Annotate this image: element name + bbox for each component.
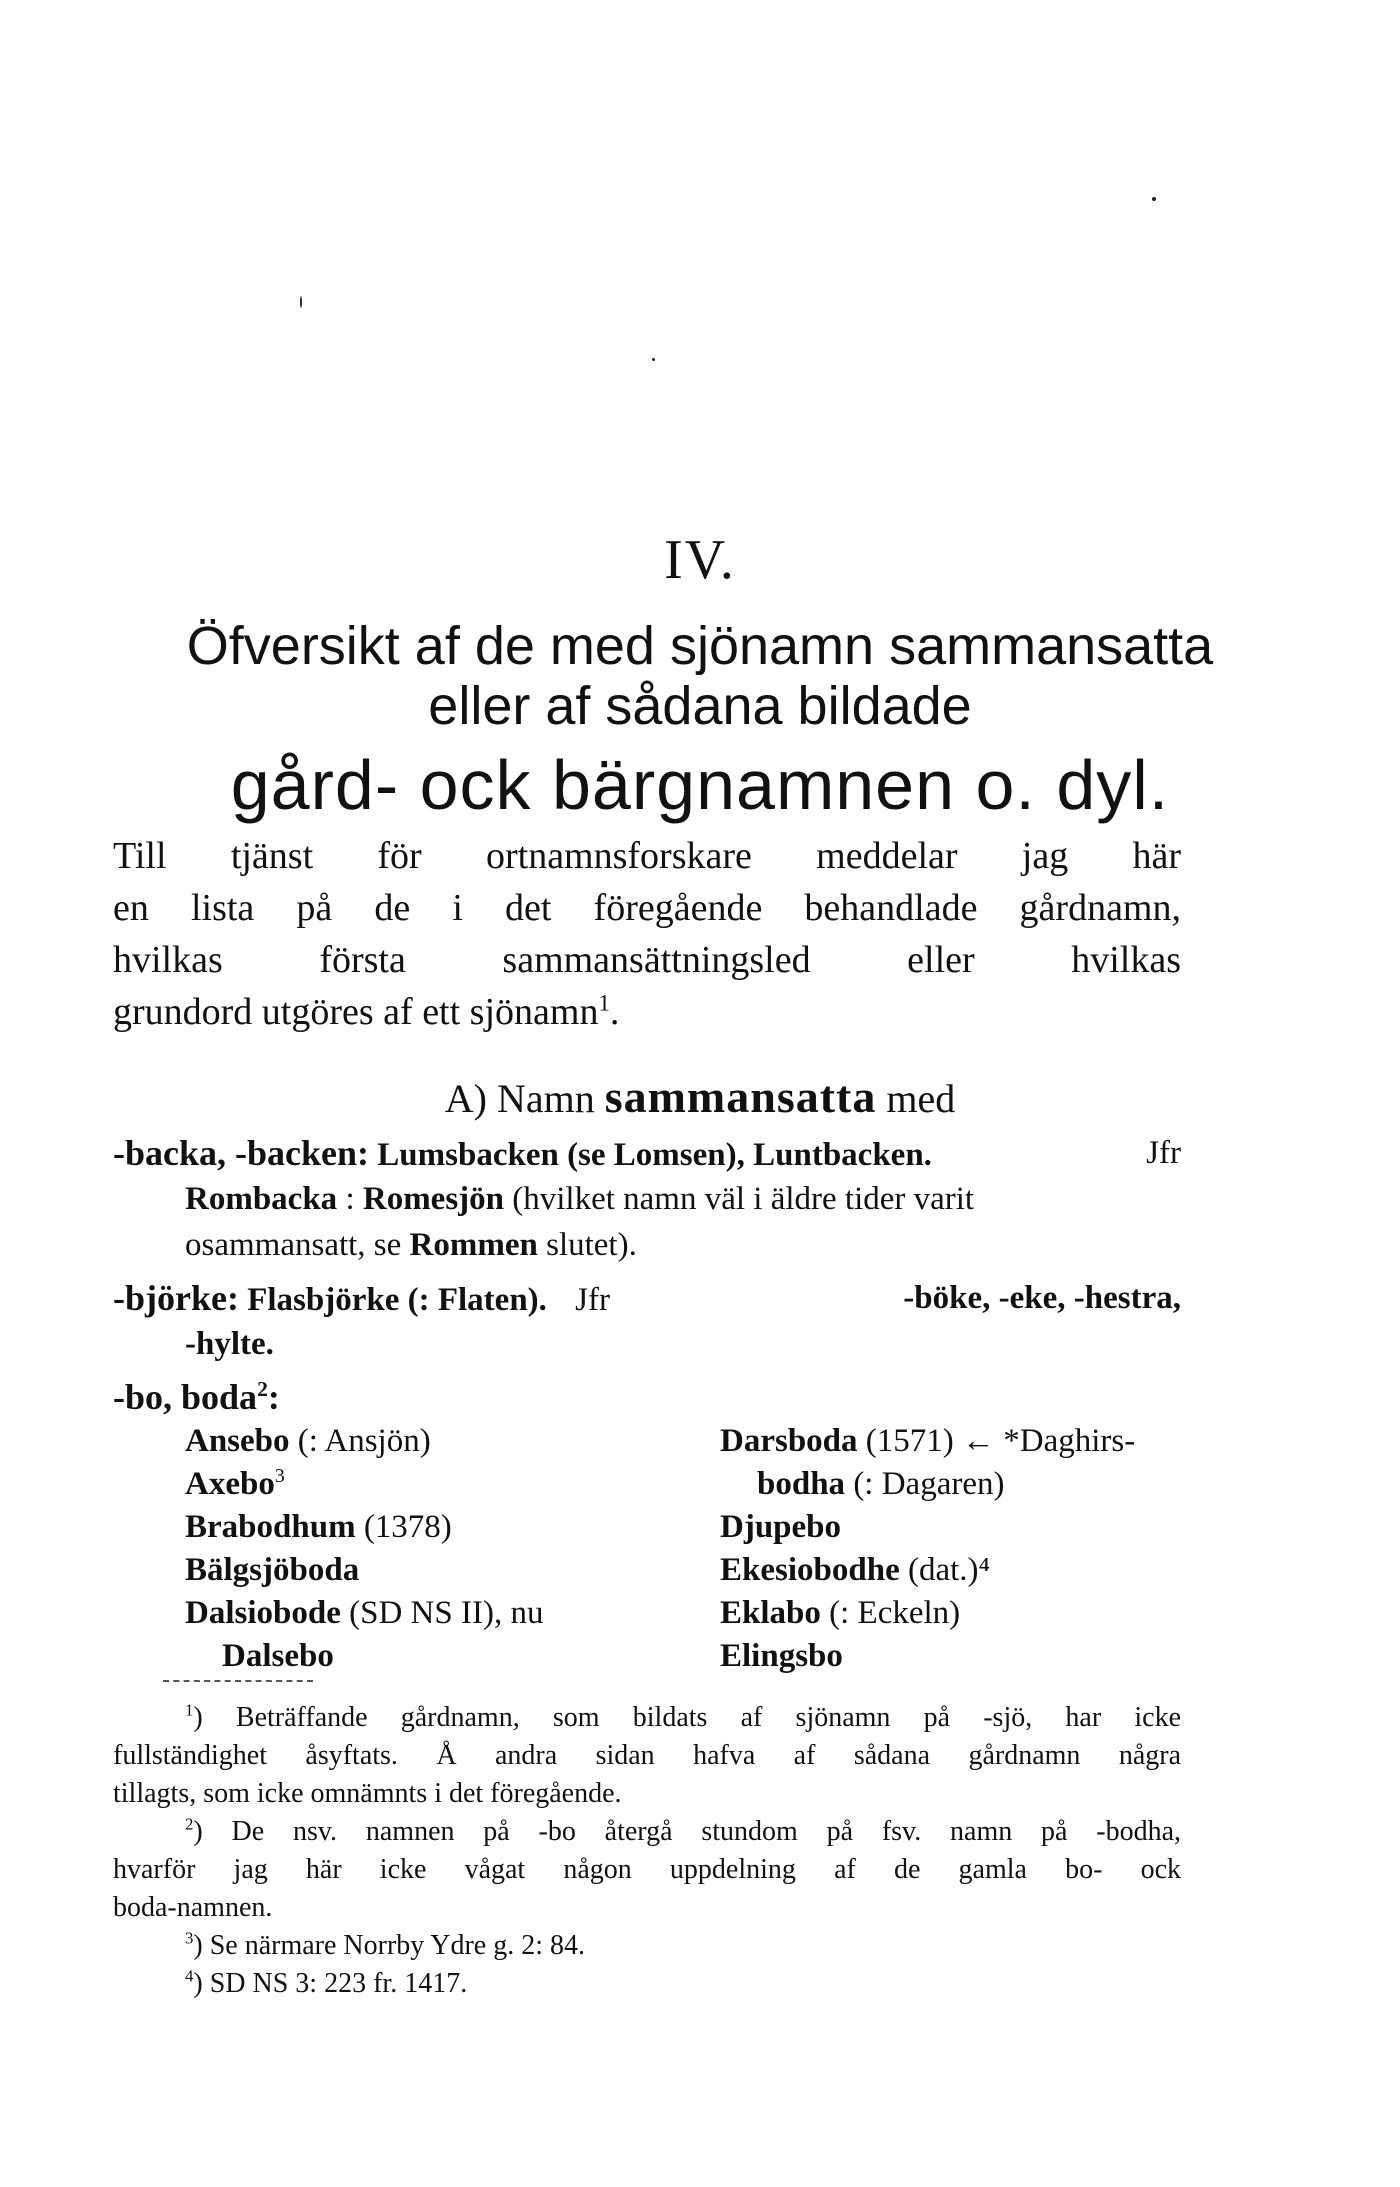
entry-backa-colon: : <box>345 1181 355 1217</box>
scan-speck <box>1152 197 1156 201</box>
entry-backa-head: -backa, -backen: <box>113 1133 370 1173</box>
bo-name: Ekesiobodhe <box>720 1552 900 1588</box>
section-prefix: A) Namn <box>444 1076 595 1121</box>
entry-bjorke-jfr: Jfr <box>575 1282 610 1318</box>
bo-left-item <box>185 1466 285 1503</box>
intro-line-4 <box>113 986 619 1038</box>
footnote-1-text-1: Beträffande gårdnamn, som bildats af sjönamn på -sjö, har icke <box>235 1702 1182 1733</box>
footnote-ref: 1 <box>598 990 610 1016</box>
bo-name: bodha <box>757 1466 846 1502</box>
intro-line-1: Till tjänst för ortnamnsforskare meddelar jag här <box>113 835 1181 877</box>
bo-name: Ansebo <box>185 1423 290 1459</box>
title-line-2: eller af sådana bildade <box>428 676 972 736</box>
entry-backa-line-2-rest: (hvilket namn väl i äldre tider varit <box>512 1181 975 1217</box>
entry-bjorke-refs: -böke, -eke, -hestra, <box>903 1280 1181 1316</box>
entry-backa-name-rommen: Rommen <box>409 1227 538 1263</box>
bo-note: (dat.)⁴ <box>907 1552 991 1588</box>
bo-name: Darsboda <box>720 1423 858 1459</box>
entry-backa-line-3-b: slutet). <box>546 1227 637 1263</box>
footnote-2-text-1: De nsv. namnen på -bo återgå stundom på fsv. namn på -bodha, <box>231 1816 1182 1847</box>
entry-bo-head <box>113 1374 280 1420</box>
footnote-2-line-1: $^2$) De nsv. namnen på -bo återgå stundom på fsv. namn på -bodha, <box>185 1814 1182 1847</box>
footnote-1-line-1: $^1$) Beträffande gårdnamn, som bildats af sjönamn på -sjö, har icke <box>185 1700 1182 1733</box>
section-bold: sammansatta <box>604 1071 877 1122</box>
bo-name: Eklabo <box>720 1595 821 1631</box>
bo-name: Djupebo <box>720 1509 842 1545</box>
section-suffix: med <box>886 1076 956 1121</box>
bo-right-item <box>720 1509 841 1546</box>
footnote-2-line-2: hvarför jag här icke vågat någon uppdelning af de gamla bo- ock <box>113 1854 1181 1885</box>
footnote-4-text: SD NS 3: 223 fr. 1417. <box>209 1968 468 1999</box>
footnote-number: 2 <box>185 1814 194 1834</box>
bo-right-item <box>720 1552 990 1589</box>
footnote-ref: 2 <box>257 1377 268 1401</box>
bo-note: (: Ansjön) <box>297 1423 431 1459</box>
title-line-3: gård- ock bärgnamnen o. dyl. <box>230 746 1170 824</box>
entry-bo-head-colon: : <box>267 1377 280 1417</box>
bo-note: (1378) <box>363 1509 452 1545</box>
entry-bjorke-names: Flasbjörke (: Flaten). <box>247 1282 547 1318</box>
bo-note: (: Eckeln) <box>829 1595 961 1631</box>
bo-left-item <box>185 1509 452 1546</box>
bo-name: Bälgsjöboda <box>185 1552 360 1588</box>
bo-name: Elingsbo <box>720 1638 843 1674</box>
intro-line-3: hvilkas första sammansättningsled eller hvilkas <box>113 939 1181 981</box>
title-line-1: Öfversikt af de med sjönamn sammansatta <box>186 616 1214 676</box>
bo-name: Brabodhum <box>185 1509 356 1545</box>
entry-bo-head-text: -bo, boda <box>113 1377 258 1417</box>
footnote-3: $^3$) Se närmare Norrby Ydre g. 2: 84. <box>185 1928 586 1961</box>
footnote-1-line-2: fullständighet åsyftats. Å andra sidan hafva af sådana gårdnamn några <box>113 1740 1181 1771</box>
bo-left-item <box>222 1638 334 1675</box>
section-heading <box>0 1070 1400 1123</box>
footnote-ref: 3 <box>274 1465 285 1487</box>
scan-speck <box>300 296 302 308</box>
entry-bjorke-line-1 <box>113 1275 1181 1323</box>
entry-backa-names: Lumsbacken (se Lomsen), Luntbacken. <box>377 1137 932 1173</box>
scan-speck <box>652 358 655 361</box>
intro-line-2: en lista på de i det föregående behandlade gårdnamn, <box>113 887 1181 929</box>
bo-left-item <box>185 1423 431 1460</box>
footnote-number: 1 <box>185 1700 194 1720</box>
footnote-3-text: Se närmare Norrby Ydre g. 2: 84. <box>209 1930 586 1961</box>
bo-name: Axebo <box>185 1466 275 1502</box>
bo-name: Dalsebo <box>222 1638 334 1674</box>
entry-backa-name-romesjon: Romesjön <box>362 1181 505 1217</box>
entry-backa-line-2 <box>185 1176 1181 1222</box>
bo-left-item <box>185 1595 543 1632</box>
entry-backa-line-3-a: osammansatt, se <box>185 1227 402 1263</box>
bo-right-item <box>757 1466 1004 1503</box>
intro-line-4-end: . <box>609 991 620 1033</box>
bo-right-item <box>720 1595 960 1632</box>
bo-right-item <box>720 1638 843 1675</box>
entry-backa-line-1 <box>113 1130 1181 1178</box>
chapter-number: IV. <box>664 529 736 591</box>
entry-backa-line-3 <box>185 1222 637 1268</box>
bo-note: (: Dagaren) <box>853 1466 1005 1502</box>
bo-right-item <box>720 1423 1135 1460</box>
footnote-number: 3 <box>185 1928 194 1948</box>
footnote-rule <box>163 1680 313 1682</box>
footnote-2-line-3: boda-namnen. <box>113 1892 273 1923</box>
intro-line-4-text: grundord utgöres af ett sjönamn <box>113 991 599 1033</box>
footnote-4: $^4$) SD NS 3: 223 fr. 1417. <box>185 1966 468 1999</box>
footnote-1-line-3: tillagts, som icke omnämnts i det föregående. <box>113 1778 622 1809</box>
entry-bjorke-line-2: -hylte. <box>185 1326 274 1362</box>
bo-note: (1571) ← *Daghirs- <box>865 1423 1136 1459</box>
bo-name: Dalsiobode <box>185 1595 341 1631</box>
bo-note: (SD NS II), nu <box>349 1595 544 1631</box>
entry-backa-jfr: Jfr <box>1146 1135 1181 1171</box>
entry-backa-name-rombacka: Rombacka <box>185 1181 338 1217</box>
entry-bjorke-head: -björke: <box>113 1278 239 1318</box>
bo-left-item <box>185 1552 359 1589</box>
footnote-number: 4 <box>185 1966 194 1986</box>
